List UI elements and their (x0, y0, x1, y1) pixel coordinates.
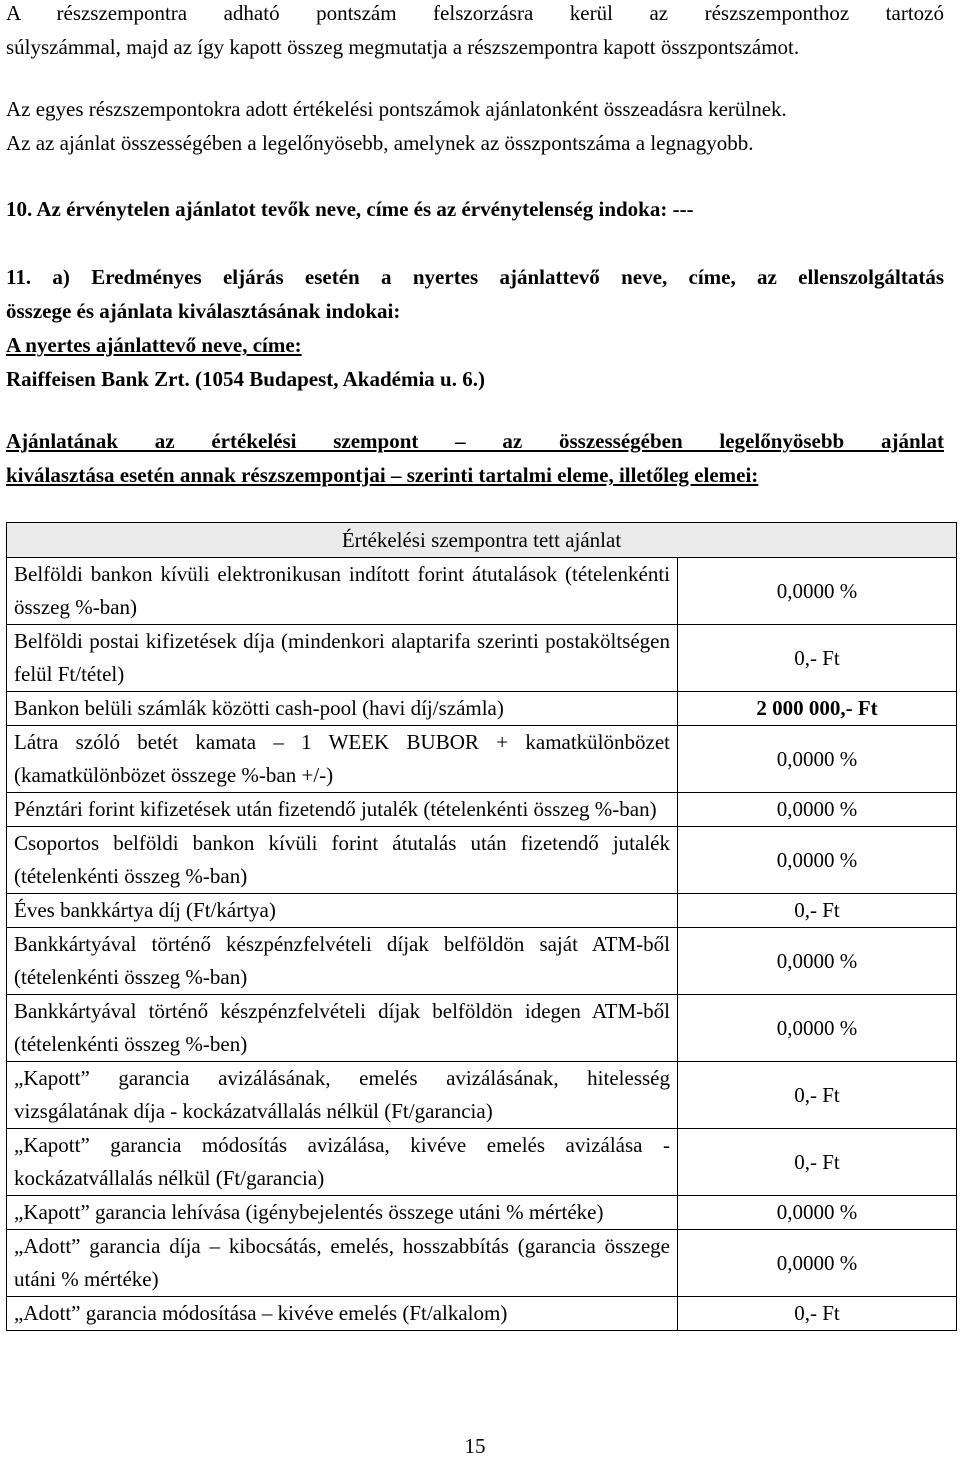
criterion-value: 0,0000 % (678, 1230, 957, 1297)
criterion-label: Bankkártyával történő készpénzfelvételi díjak belföldön saját ATM-ből (tételenkénti összeg %-ban) (7, 928, 678, 995)
page-number: 15 (464, 1434, 486, 1458)
table-row (7, 1297, 957, 1331)
criterion-value: 0,0000 % (678, 793, 957, 827)
criterion-label: Pénztári forint kifizetések után fizetendő jutalék (tételenkénti összeg %-ban) (7, 793, 678, 827)
table-header: Értékelési szempontra tett ajánlat (7, 523, 957, 558)
table-row (7, 894, 957, 928)
criterion-value: 0,- Ft (678, 1129, 957, 1196)
paragraph-line: A részszempontra adható pontszám felszorzásra kerül az részszemponthoz tartozó (6, 1, 944, 25)
table-row (7, 995, 957, 1062)
criterion-value: 0,0000 % (678, 827, 957, 894)
section-11-heading: 11. a) Eredményes eljárás esetén a nyertes ajánlattevő neve, címe, az ellenszolgáltatás (6, 265, 944, 289)
criterion-label: Belföldi postai kifizetések díja (mindenkori alaptarifa szerinti postaköltségen felül Ft/tétel) (7, 625, 678, 692)
paragraph-line: Az egyes részszempontokra adott értékelési pontszámok ajánlatonként összeadásra kerülnek. (6, 97, 787, 121)
criterion-label: Bankkártyával történő készpénzfelvételi díjak belföldön idegen ATM-ből (tételenkénti összeg %-ben) (7, 995, 678, 1062)
table-row (7, 928, 957, 995)
paragraph-line: Az az ajánlat összességében a legelőnyösebb, amelynek az összpontszáma a legnagyobb. (6, 131, 754, 155)
criterion-label: „Kapott” garancia lehívása (igénybejelentés összege utáni % mértéke) (7, 1196, 678, 1230)
criterion-label: „Adott” garancia díja – kibocsátás, emelés, hosszabbítás (garancia összege utáni % mértéke) (7, 1230, 678, 1297)
section-10-heading: 10. Az érvénytelen ajánlatot tevők neve, címe és az érvénytelenség indoka: --- (6, 197, 694, 221)
criterion-value: 0,0000 % (678, 726, 957, 793)
criterion-label: „Kapott” garancia avizálásának, emelés avizálásának, hitelesség vizsgálatának díja - kockázatvállalás nélkül (Ft/garancia) (7, 1062, 678, 1129)
table-row (7, 1230, 957, 1297)
table-row (7, 726, 957, 793)
criterion-label: „Adott” garancia módosítása – kivéve emelés (Ft/alkalom) (7, 1297, 678, 1331)
criterion-label: Látra szóló betét kamata – 1 WEEK BUBOR + kamatkülönbözet (kamatkülönbözet összege %-ban +/-) (7, 726, 678, 793)
criterion-value: 0,- Ft (678, 1062, 957, 1129)
winner-name-address: Raiffeisen Bank Zrt. (1054 Budapest, Akadémia u. 6.) (6, 367, 485, 391)
table-row (7, 1196, 957, 1230)
criterion-value: 0,0000 % (678, 928, 957, 995)
criterion-value: 2 000 000,- Ft (678, 692, 957, 726)
winner-label: A nyertes ajánlattevő neve, címe: (6, 333, 302, 357)
section-11-block (6, 260, 944, 396)
paragraph-summation (6, 92, 944, 160)
offer-elements-heading (6, 424, 944, 492)
table-row (7, 625, 957, 692)
criterion-label: „Kapott” garancia módosítás avizálása, kivéve emelés avizálása - kockázatvállalás nélkül (Ft/garancia) (7, 1129, 678, 1196)
criterion-label: Belföldi bankon kívüli elektronikusan indított forint átutalások (tételenkénti összeg %-ban) (7, 558, 678, 625)
criterion-value: 0,0000 % (678, 558, 957, 625)
table-row (7, 793, 957, 827)
criterion-label: Éves bankkártya díj (Ft/kártya) (7, 894, 678, 928)
criterion-value: 0,0000 % (678, 1196, 957, 1230)
offer-table (6, 522, 957, 1331)
table-row (7, 692, 957, 726)
table-row (7, 1062, 957, 1129)
section-11-heading-cont: összege és ajánlata kiválasztásának indokai: (6, 299, 401, 323)
criterion-value: 0,0000 % (678, 995, 957, 1062)
table-row (7, 1129, 957, 1196)
paragraph-line: Ajánlatának az értékelési szempont – az összességében legelőnyösebb ajánlat (6, 429, 944, 453)
table-row (7, 827, 957, 894)
paragraph-line: kiválasztása esetén annak részszempontjai – szerinti tartalmi eleme, illetőleg elemei: (6, 463, 759, 487)
criterion-value: 0,- Ft (678, 1297, 957, 1331)
table-row (7, 558, 957, 625)
criterion-value: 0,- Ft (678, 625, 957, 692)
criterion-label: Bankon belüli számlák közötti cash-pool (havi díj/számla) (7, 692, 678, 726)
table-header-row (7, 523, 957, 558)
criterion-value: 0,- Ft (678, 894, 957, 928)
paragraph-scoring (6, 0, 944, 64)
paragraph-line: súlyszámmal, majd az így kapott összeg megmutatja a részszempontra kapott összpontszámot. (6, 35, 800, 59)
criterion-label: Csoportos belföldi bankon kívüli forint átutalás után fizetendő jutalék (tételenkénti összeg %-ban) (7, 827, 678, 894)
